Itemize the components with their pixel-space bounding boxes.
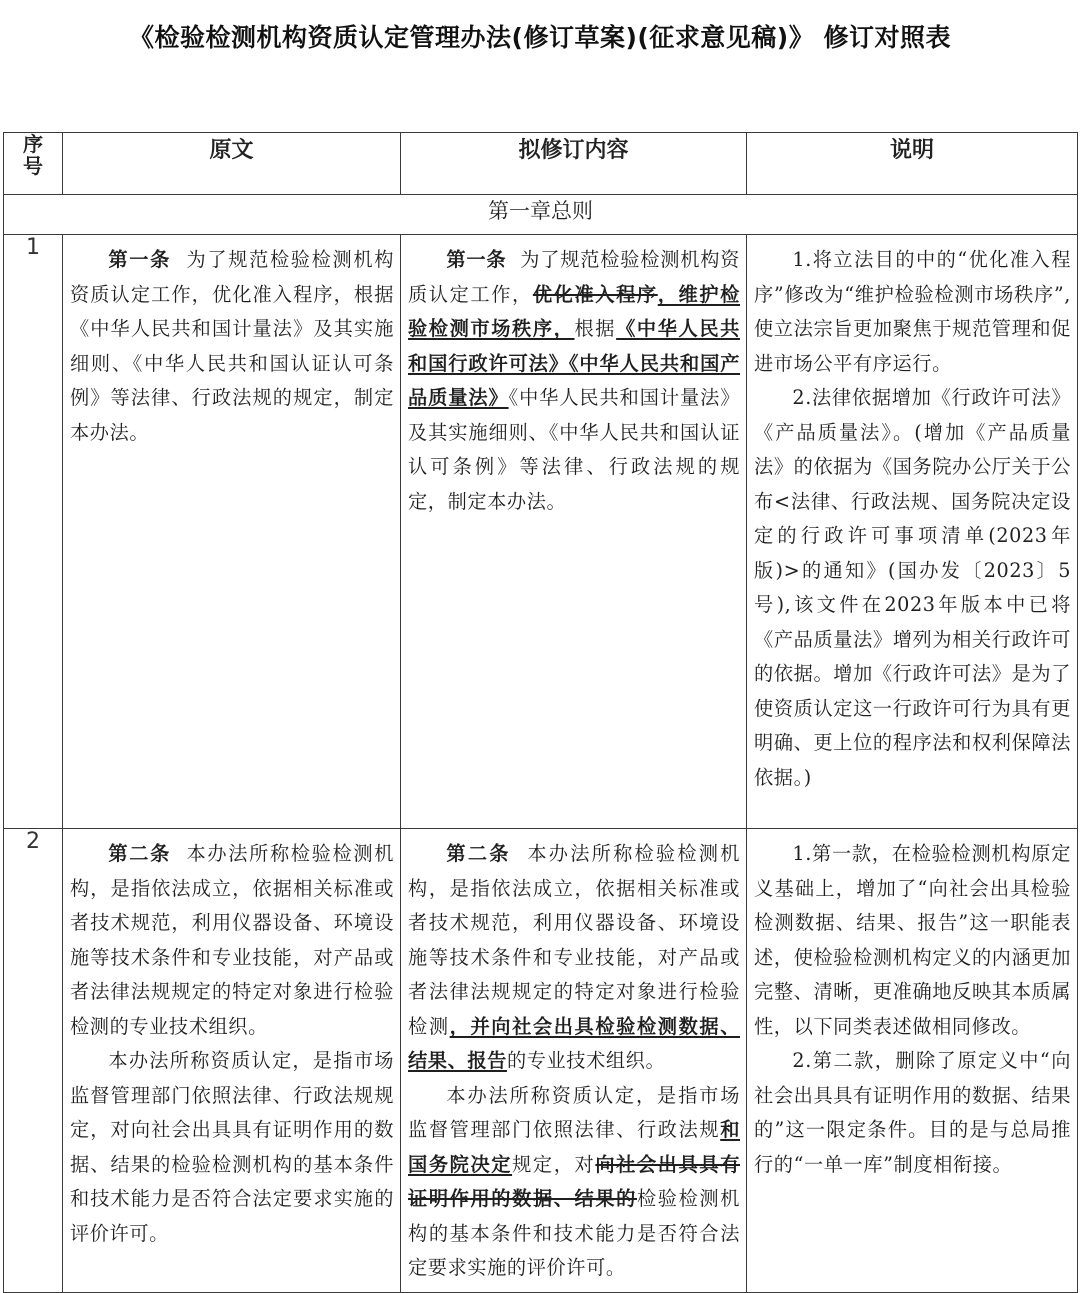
revised-cell [401,235,747,829]
original-cell [63,235,401,829]
page-title: 《检验检测机构资质认定管理办法(修订草案)(征求意见稿)》 修订对照表 [129,23,951,52]
article-lead: 第一条 [446,248,507,271]
column-header-num-label: 序号 [23,132,43,178]
column-header-revised: 拟修订内容 [401,133,747,195]
note-paragraph: 1.将立法目的中的“优化准入程序”修改为“维护检验检测市场秩序”,使立法宗旨更加聚焦于规范管理和促进市场公平有序运行。 [754,248,1071,375]
added-text: ，维护检验检测市场秩序， [408,282,740,340]
table-row [4,829,1078,1293]
column-header-note: 说明 [747,133,1078,195]
note-cell [747,235,1078,829]
chapter-row [4,195,1078,235]
revised-text: 根据 [574,317,617,340]
added-text: 和国务院决定 [408,1118,740,1176]
column-header-num [4,133,63,195]
note-paragraph: 1.第一款，在检验检测机构原定义基础上，增加了“向社会出具检验检测数据、结果、报告”这一职能表述，使检验检测机构定义的内涵更加完整、清晰，更准确地反映其本质属性，以下同类表述做相同修改。 [754,842,1071,1038]
deleted-text: 优化准入程序 [532,282,658,306]
article-lead: 第二条 [446,842,511,865]
revised-text: 本办法所称检验检测机构，是指依法成立，依据相关标准或者技术规范，利用仪器设备、环境设施等技术条件和专业技能，对产品或者法律法规规定的特定对象进行检验检测 [408,842,740,1038]
revised-text: 规定，对 [512,1152,596,1176]
chapter-heading: 第一章总则 [4,195,1078,235]
deleted-text: 向社会出具具有证明作用的数据、结果的 [408,1152,741,1210]
row-number: 1 [4,235,63,829]
article-lead: 第一条 [108,248,171,271]
article-text: 本办法所称检验检测机构，是指依法成立，依据相关标准或者技术规范，利用仪器设备、环境设施等技术条件和专业技能，对产品或者法律法规规定的特定对象进行检验检测的专业技术组织。 [70,842,395,1038]
added-text: 《中华人民共和国行政许可法》《中华人民共和国产品质量法》 [408,317,740,409]
revised-text: 本办法所称资质认定，是指市场监督管理部门依照法律、行政法规 [408,1083,740,1141]
article-lead: 第二条 [108,842,171,865]
row-number: 2 [4,829,63,1293]
note-paragraph: 2.法律依据增加《行政许可法》《产品质量法》。(增加《产品质量法》的依据为《国务院办公厅关于公布<法律、行政法规、国务院决定设定的行政许可事项清单(2023年版)>的通知》(国办发〔2023〕5号),该文件在2023年版本中已将《产品质量法》增列为相关行政许可的依据。增加《行政许可法》是为了使资质认定这一行政许可行为具有更明确、更上位的程序法和权利保障法依据。) [754,386,1071,789]
table-header-row [4,133,1078,195]
added-text: ，并向社会出具检验检测数据、结果、报告 [408,1014,741,1072]
revised-text: 的专业技术组织。 [506,1049,666,1072]
note-cell [747,829,1078,1293]
revised-text: 检验检测机构的基本条件和技术能力是否符合法定要求实施的评价许可。 [408,1187,740,1279]
revised-text: 为了规范检验检测机构资质认定工作， [408,248,740,306]
revised-text: 《中华人民共和国计量法》及其实施细则、《中华人民共和国认证认可条例》等法律、行政法规的规定，制定本办法。 [408,386,741,513]
note-paragraph: 2.第二款，删除了原定义中“向社会出具具有证明作用的数据、结果的”这一限定条件。目的是与总局推行的“一单一库”制度相衔接。 [754,1049,1071,1176]
column-header-original: 原文 [63,133,401,195]
article-text: 本办法所称资质认定，是指市场监督管理部门依照法律、行政法规规定，对向社会出具具有证明作用的数据、结果的检验检测机构的基本条件和技术能力是否符合法定要求实施的评价许可。 [70,1049,394,1245]
revised-cell [401,829,747,1293]
original-cell [63,829,401,1293]
comparison-table [3,132,1078,1293]
article-text: 为了规范检验检测机构资质认定工作，优化准入程序，根据《中华人民共和国计量法》及其实施细则、《中华人民共和国认证认可条例》等法律、行政法规的规定，制定本办法。 [70,248,395,444]
table-row [4,235,1078,829]
